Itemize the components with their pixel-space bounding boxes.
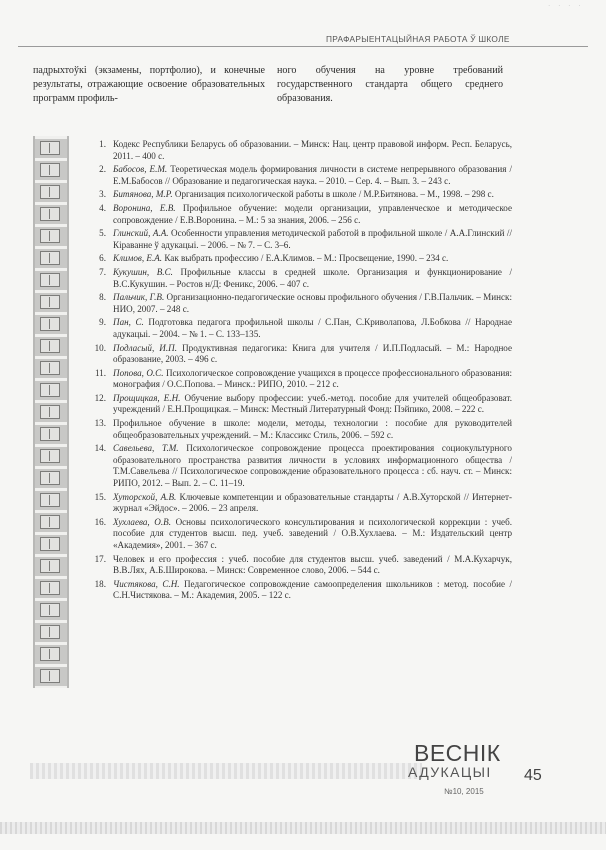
bookshelf-decoration	[33, 136, 69, 688]
reference-item	[88, 443, 512, 489]
book-icon	[40, 493, 60, 507]
reference-author: Воронина, Е.В.	[113, 202, 176, 213]
reference-author: Чистякова, С.Н.	[113, 578, 180, 589]
corner-mark: · · · ·	[548, 2, 584, 10]
reference-number: 18.	[94, 578, 106, 589]
reference-text: Особенности управления методической работой в профильной школе / А.А.Глинский // Кіраванне ў адукацыі. – 2006. – № 7. – С. 3–6.	[113, 228, 512, 250]
reference-number: 7.	[99, 266, 106, 277]
reference-number: 6.	[99, 253, 106, 264]
reference-number: 1.	[99, 139, 106, 149]
book-icon	[40, 537, 60, 551]
book-icon	[40, 515, 60, 529]
reference-author: Бабосов, Е.М.	[113, 164, 168, 175]
reference-text: Профильное обучение в школе: модели, методы, технологии : пособие для руководителей общеобразовательных учреждений. – М.: Классикс Стиль, 2006. – 592 с.	[113, 418, 512, 440]
reference-number: 10.	[94, 342, 106, 353]
book-icon	[40, 449, 60, 463]
reference-text: Продуктивная педагогика: Книга для учителя / И.П.Подласый. – М.: Народное образование, 2003. – 496 с.	[113, 342, 513, 365]
book-icon	[40, 383, 60, 397]
reference-item	[88, 317, 512, 340]
reference-author: Глинский, А.А.	[113, 228, 169, 239]
book-icon	[40, 427, 60, 441]
book-icon	[40, 141, 60, 155]
reference-text: Как выбрать профессию / Е.А.Климов. – М.: Просвещение, 1990. – 234 с.	[162, 253, 449, 264]
reference-item	[88, 492, 512, 515]
reference-author: Хухлаева, О.В.	[113, 516, 171, 527]
book-icon	[40, 229, 60, 243]
reference-author: Прощицкая, Е.Н.	[113, 392, 181, 403]
reference-item	[88, 203, 512, 226]
reference-item	[88, 368, 512, 391]
book-icon	[40, 625, 60, 639]
reference-text: Теоретическая модель формирования личности в системе непрерывного образования / Е.М.Бабосов // Образование и педагогическая наука. – 2010. – Сер. 4. – Вып. 3. – 243 с.	[113, 164, 512, 186]
reference-item	[88, 418, 512, 441]
reference-number: 11.	[94, 367, 106, 378]
reference-author: Попова, О.С.	[113, 367, 164, 378]
journal-logo-line2: АДУКАЦЫІ	[408, 764, 492, 780]
reference-number: 15.	[94, 491, 106, 502]
book-icon	[40, 581, 60, 595]
book-icon	[40, 273, 60, 287]
book-icon	[40, 251, 60, 265]
book-icon	[40, 669, 60, 683]
book-icon	[40, 295, 60, 309]
reference-item	[88, 139, 512, 162]
book-icon	[40, 339, 60, 353]
page-number: 45	[524, 767, 542, 784]
reference-text: Профильные классы в средней школе. Организация и функционирование / В.С.Кукушин. – Ростов н/Д: Феникс, 2006. – 407 с.	[113, 266, 512, 289]
reference-author: Пальчик, Г.В.	[113, 292, 165, 303]
reference-text: Обучение выбору профессии: учеб.-метод. пособие для учителей общеобразоват. учреждений / Е.Н.Прощицкая. – Минск: Местный Литературный Фонд: Пэйпико, 2008. – 222 с.	[113, 392, 512, 415]
book-icon	[40, 317, 60, 331]
reference-item	[88, 343, 512, 366]
reference-number: 3.	[99, 189, 106, 200]
book-icon	[40, 603, 60, 617]
scan-artifact-bottom	[0, 822, 606, 834]
reference-item	[88, 253, 512, 265]
reference-item	[88, 228, 512, 251]
reference-item	[88, 579, 512, 602]
issue-number: №10, 2015	[444, 787, 484, 796]
reference-text: Профильное обучение: модели организации, управленческое и методическое сопровождение / Е.В.Воронина. – М.: 5 за знания, 2006. – 256 с.	[113, 202, 512, 225]
reference-item	[88, 164, 512, 187]
book-icon	[40, 405, 60, 419]
reference-number: 13.	[94, 418, 106, 429]
header-rule	[18, 46, 588, 47]
reference-author: Кукушин, В.С.	[113, 266, 173, 277]
reference-item	[88, 292, 512, 315]
reference-number: 9.	[99, 317, 106, 328]
reference-text: Кодекс Республики Беларусь об образовании. – Минск: Нац. центр правовой информ. Респ. Беларусь, 2011. – 400 с.	[113, 139, 512, 161]
scan-artifact	[30, 763, 422, 779]
reference-number: 2.	[99, 164, 106, 175]
reference-item	[88, 554, 512, 577]
reference-author: Хуторской, А.В.	[113, 491, 177, 502]
reference-text: Основы психологического консультирования и психологической коррекции : учеб. пособие для студентов высш. пед. учеб. заведений / О.В.Хухлаева. – М.: Издательский центр «Академия», 2001. – 367 с.	[113, 516, 512, 550]
book-icon	[40, 559, 60, 573]
reference-text: Психологическое сопровождение учащихся в процессе профессионального образования: монография / О.С.Попова. – Минск.: РИПО, 2010. – 212 с.	[113, 367, 512, 390]
reference-item	[88, 189, 512, 201]
reference-author: Подласый, И.П.	[113, 342, 177, 353]
book-icon	[40, 185, 60, 199]
reference-text: Организационно-педагогические основы профильного обучения / Г.В.Пальчик. – Минск: НИО, 2007. – 248 с.	[113, 292, 512, 314]
reference-text: Подготовка педагога профильной школы / С.Пан, С.Криволапова, Л.Бобкова // Народнае адукацыі. – 2004. – № 1. – С. 133–135.	[113, 317, 512, 339]
book-icon	[40, 361, 60, 375]
reference-number: 12.	[94, 392, 106, 403]
reference-number: 16.	[94, 516, 106, 527]
reference-number: 4.	[99, 202, 106, 213]
reference-author: Пан, С.	[113, 317, 144, 328]
reference-number: 8.	[99, 292, 106, 303]
book-icon	[40, 471, 60, 485]
reference-item	[88, 267, 512, 290]
book-icon	[40, 163, 60, 177]
reference-text: Педагогическое сопровождение самоопределения школьников : метод. пособие / С.Н.Чистякова. – М.: Академия, 2005. – 122 с.	[113, 578, 512, 601]
reference-item	[88, 517, 512, 552]
intro-right-column: ного обучения на уровне требований государственного стандарта общего среднего образования.	[277, 65, 503, 105]
section-title: ПРАФАРЫЕНТАЦЫЙНАЯ РАБОТА Ў ШКОЛЕ	[326, 34, 510, 44]
reference-author: Климов, Е.А.	[113, 253, 163, 264]
reference-text: Ключевые компетенции и образовательные стандарты / А.В.Хуторской // Интернет-журнал «Эйдос». – 2006. – 23 апреля.	[113, 491, 512, 514]
book-icon	[40, 647, 60, 661]
journal-logo-line1: ВЕСНІК	[414, 740, 501, 766]
reference-number: 5.	[99, 228, 106, 239]
reference-author: Савельева, Т.М.	[113, 443, 179, 454]
reference-list	[88, 139, 512, 604]
reference-text: Психологическое сопровождение процесса проектирования социокультурного образовательного пространства развития личности в условиях информационного общества / Т.М.Савельева // Психологическое сопровождение образовательного процесса : сб. науч. ст. – Минск: РИПО, 2012. – Вып. 2. – С. 11–19.	[113, 443, 512, 489]
reference-author: Битянова, М.Р.	[113, 189, 173, 200]
reference-number: 17.	[94, 553, 106, 564]
reference-text: Человек и его профессия : учеб. пособие для студентов высш. учеб. заведений / М.А.Кухарчук, В.В.Лях, А.Б.Широкова. – Минск: Современное слово, 2006. – 544 с.	[113, 553, 512, 576]
reference-item	[88, 393, 512, 416]
book-icon	[40, 207, 60, 221]
reference-number: 14.	[94, 443, 106, 454]
reference-text: Организация психологической работы в школе / М.Р.Битянова. – М., 1998. – 298 с.	[172, 189, 494, 200]
intro-left-column: падрыхтоўкі (экзамены, портфолио), и конечные результаты, отражающие освоение образовательных программ профиль-	[33, 65, 265, 105]
